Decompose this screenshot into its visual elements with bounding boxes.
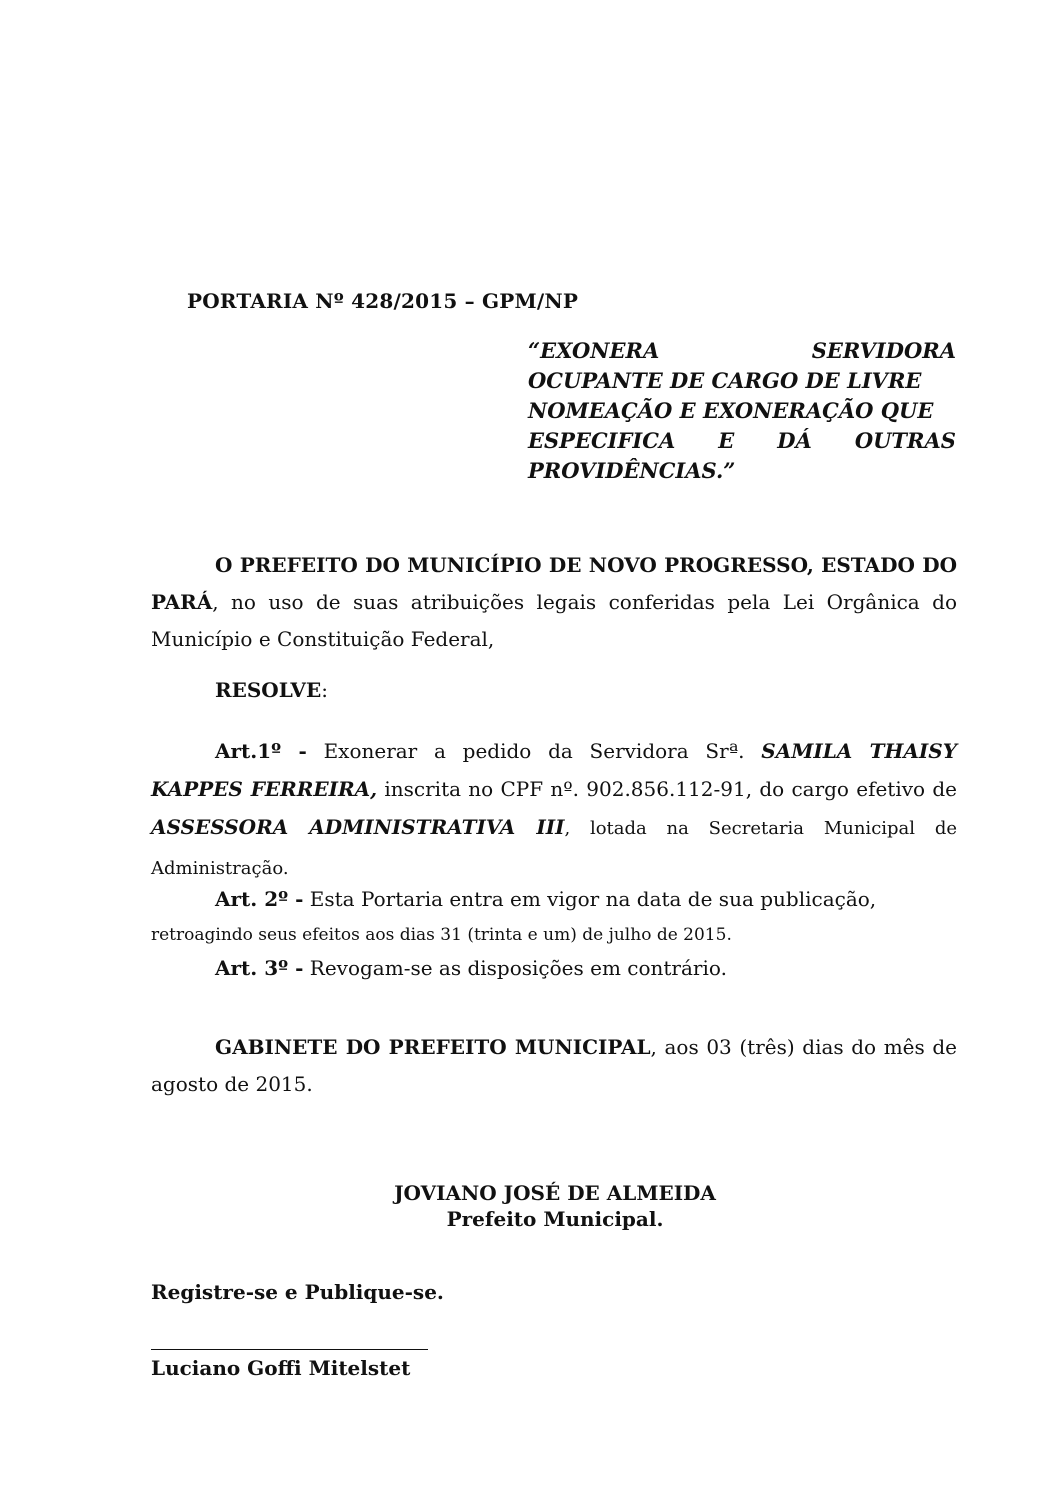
ementa-word: SERVIDORA — [811, 338, 956, 363]
intro-bold: O PREFEITO DO MUNICÍPIO DE NOVO PROGRESSO, ESTADO DO PARÁ — [151, 553, 957, 614]
cargo-name: ASSESSORA ADMINISTRATIVA III — [151, 815, 565, 839]
ementa-word: E — [718, 428, 735, 453]
resolve-suffix: : — [321, 678, 328, 702]
ementa-word: ESPECIFICA — [528, 428, 676, 453]
article-1-text: inscrita no CPF nº. 902.856.112-91, do cargo efetivo de — [377, 777, 957, 801]
closing-bold: GABINETE DO PREFEITO MUNICIPAL — [215, 1035, 651, 1059]
ementa-line — [528, 336, 956, 366]
closing-paragraph — [151, 1029, 957, 1103]
portaria-title: PORTARIA Nº 428/2015 – GPM/NP — [187, 289, 579, 313]
ementa-text: OCUPANTE DE CARGO DE LIVRE — [528, 368, 922, 393]
article-2-text: retroagindo seus efeitos aos dias 31 (trinta e um) de julho de 2015. — [151, 925, 732, 945]
article-1-text: , lotada na Secretaria Municipal de Administração. — [151, 818, 958, 879]
article-2 — [151, 882, 957, 952]
article-2-label: Art. 2º - — [215, 887, 304, 911]
article-3 — [215, 956, 727, 980]
ementa-line — [528, 456, 956, 486]
ementa-text: NOMEAÇÃO E EXONERAÇÃO QUE — [528, 398, 934, 423]
ementa-block — [528, 336, 956, 486]
ementa-word: DÁ — [777, 428, 812, 453]
registre-text: Registre-se e Publique-se. — [151, 1280, 444, 1304]
article-1-text: Exonerar a pedido da Servidora Srª. — [306, 739, 762, 763]
intro-text: , no uso de suas atribuições legais conferidas pela Lei Orgânica do Município e Constituição Federal, — [151, 590, 957, 651]
ementa-line — [528, 426, 956, 456]
intro-paragraph — [151, 547, 957, 658]
secretary-name: Luciano Goffi Mitelstet — [151, 1356, 411, 1380]
signature-line — [151, 1349, 428, 1350]
article-1 — [151, 732, 957, 888]
signatory-role: Prefeito Municipal. — [446, 1207, 664, 1231]
ementa-word: OUTRAS — [854, 428, 956, 453]
article-3-text: Revogam-se as disposições em contrário. — [303, 956, 727, 980]
article-1-label: Art.1º - — [215, 739, 307, 763]
servant-name: SAMILA THAISY KAPPES FERREIRA, — [151, 739, 958, 801]
closing-text: , aos 03 (três) dias do mês de agosto de 2015. — [151, 1035, 957, 1096]
article-2-text: Esta Portaria entra em vigor na data de sua publicação, — [303, 887, 877, 911]
resolve-heading — [215, 678, 328, 702]
ementa-text: PROVIDÊNCIAS.” — [528, 458, 736, 483]
ementa-line — [528, 396, 956, 426]
ementa-word: “EXONERA — [528, 338, 660, 363]
article-3-label: Art. 3º - — [215, 956, 304, 980]
signatory-name: JOVIANO JOSÉ DE ALMEIDA — [394, 1181, 716, 1205]
ementa-line — [528, 366, 956, 396]
resolve-bold: RESOLVE — [215, 678, 322, 702]
